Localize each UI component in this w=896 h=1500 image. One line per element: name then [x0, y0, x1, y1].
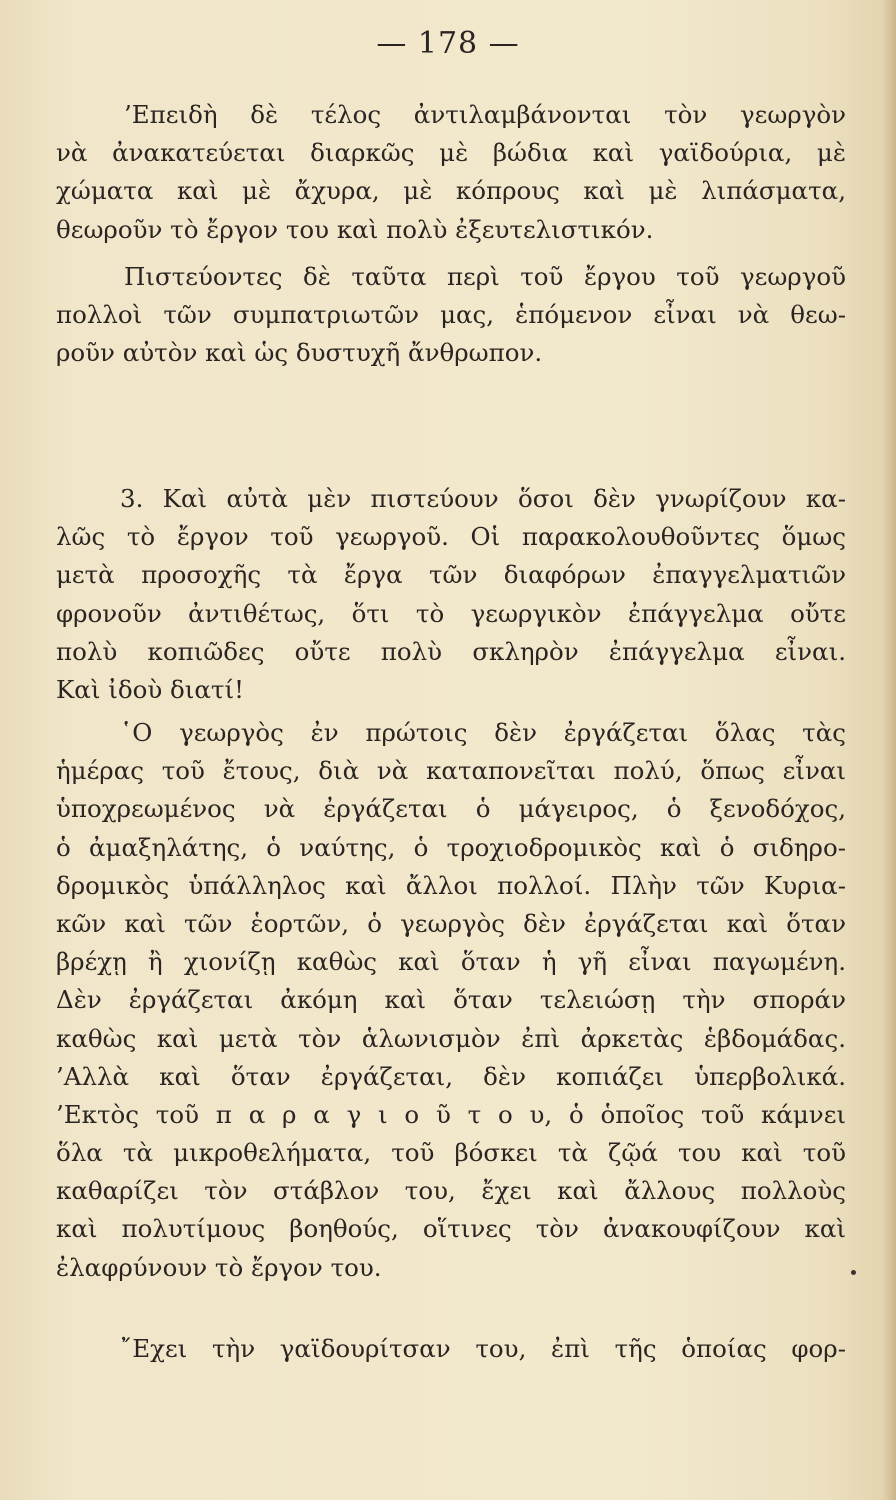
text-line: δρομικὸς ὑπάλληλος καὶ ἄλλοι πολλοί. Πλὴν τῶν Κυρια- [56, 870, 846, 900]
paragraph [56, 1330, 846, 1368]
text-line: ῾Ο γεωργὸς ἐν πρώτοις δὲν ἐργάζεται ὅλας τὰς [120, 718, 846, 747]
page-edge-shadow [882, 0, 896, 1500]
paragraph [56, 480, 846, 709]
text-line: ὑποχρεωμένος νὰ ἐργάζεται ὁ μάγειρος, ὁ ξενοδόχος, [56, 794, 846, 824]
text-line: θεωροῦν τὸ ἔργον του καὶ πολὺ ἐξευτελιστικόν. [56, 214, 654, 244]
margin-mark [851, 1270, 856, 1275]
text-line: πολλοὶ τῶν συμπατριωτῶν μας, ἑπόμενον εἶναι νὰ θεω- [56, 300, 846, 330]
text-line: καὶ πολυτίμους βοηθούς, οἵτινες τὸν ἀνακουφίζουν καὶ [56, 1214, 846, 1244]
text-line: ’Επειδὴ δὲ τέλος ἀντιλαμβάνονται τὸν γεωργὸν [124, 100, 846, 129]
text-line: μετὰ προσοχῆς τὰ ἔργα τῶν διαφόρων ἐπαγγελματιῶν [56, 560, 846, 590]
text-line: χώματα καὶ μὲ ἄχυρα, μὲ κόπρους καὶ μὲ λιπάσματα, [56, 176, 846, 206]
text-line: Πιστεύοντες δὲ ταῦτα περὶ τοῦ ἔργου τοῦ γεωργοῦ [124, 262, 846, 291]
text-line: Καὶ ἰδοὺ διατί! [56, 674, 244, 704]
text-line: ροῦν αὐτὸν καὶ ὡς δυστυχῆ ἄνθρωπον. [56, 338, 543, 368]
text-line: βρέχῃ ἢ χιονίζῃ καθὼς καὶ ὅταν ἡ γῆ εἶναι παγωμένη. [56, 947, 846, 977]
text-line: καθαρίζει τὸν στάβλον του, ἔχει καὶ ἄλλους πολλοὺς [56, 1176, 846, 1206]
text-line: ἐλαφρύνουν τὸ ἔργον του. [56, 1252, 382, 1282]
text-line: πολὺ κοπιῶδες οὔτε πολὺ σκληρὸν ἐπάγγελμα εἶναι. [56, 636, 846, 666]
text-line: ῎Εχει τὴν γαϊδουρίτσαν του, ἐπὶ τῆς ὁποίας φορ- [120, 1334, 846, 1363]
text-line: φρονοῦν ἀντιθέτως, ὅτι τὸ γεωργικὸν ἐπάγγελμα οὔτε [56, 598, 846, 628]
text-line: ὁ ἀμαξηλάτης, ὁ ναύτης, ὁ τροχιοδρομικὸς καὶ ὁ σιδηρο- [56, 832, 846, 862]
text-line: ἡμέρας τοῦ ἔτους, διὰ νὰ καταπονεῖται πολύ, ὅπως εἶναι [56, 756, 846, 786]
paragraph [56, 714, 846, 1287]
text-line: νὰ ἀνακατεύεται διαρκῶς μὲ βώδια καὶ γαϊδούρια, μὲ [56, 138, 846, 168]
paragraph [56, 258, 846, 373]
text-line: 3. Καὶ αὐτὰ μὲν πιστεύουν ὅσοι δὲν γνωρίζουν κα- [120, 484, 846, 513]
text-line: ’Αλλὰ καὶ ὅταν ἐργάζεται, δὲν κοπιάζει ὑπερβολικά. [56, 1061, 846, 1091]
text-line: ὅλα τὰ μικροθελήματα, τοῦ βόσκει τὰ ζῷά του καὶ τοῦ [56, 1138, 846, 1168]
text-line: καθὼς καὶ μετὰ τὸν ἁλωνισμὸν ἐπὶ ἀρκετὰς ἑβδομάδας. [56, 1023, 846, 1053]
text-line: λῶς τὸ ἔργον τοῦ γεωργοῦ. Οἱ παρακολουθοῦντες ὅμως [56, 522, 846, 552]
text-line: Δὲν ἐργάζεται ἀκόμη καὶ ὅταν τελειώσῃ τὴν σποράν [56, 985, 846, 1015]
paragraph [56, 96, 846, 249]
text-line: κῶν καὶ τῶν ἑορτῶν, ὁ γεωργὸς δὲν ἐργάζεται καὶ ὅταν [56, 908, 846, 938]
page-number: — 178 — [376, 26, 520, 61]
text-line: ’Εκτὸς τοῦ π α ρ α γ ι ο ῦ τ ο υ, ὁ ὁποῖος τοῦ κάμνει [56, 1099, 846, 1129]
